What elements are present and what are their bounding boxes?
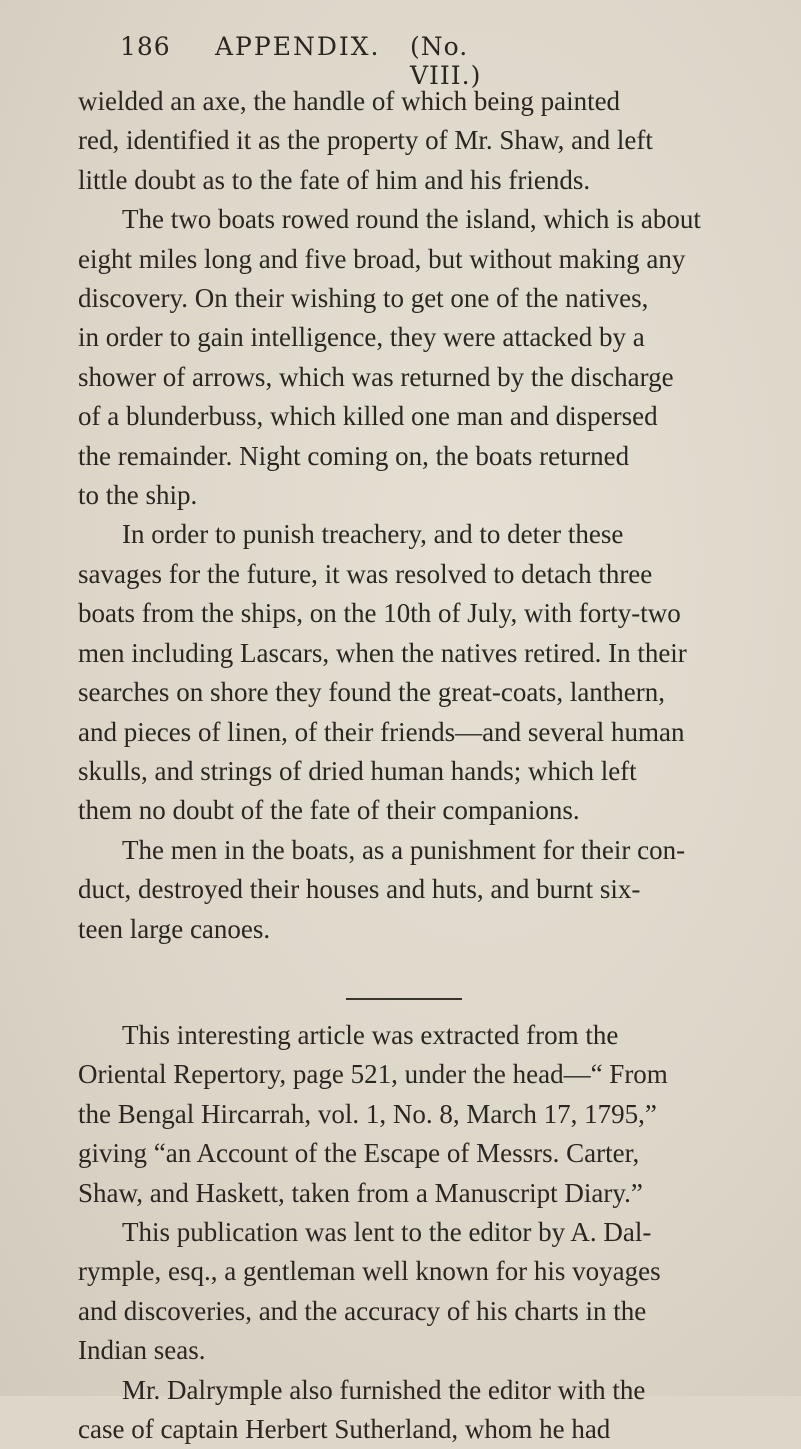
text-line: In order to punish treachery, and to deter these	[122, 519, 624, 550]
section-label: (No. VIII.)	[410, 32, 482, 90]
text-line: to the ship.	[78, 480, 198, 511]
text-line: red, identified it as the property of Mr. Shaw, and left	[78, 125, 653, 156]
text-line: savages for the future, it was resolved to detach three	[78, 558, 653, 589]
text-line: giving “an Account of the Escape of Messrs. Carter,	[78, 1138, 640, 1169]
text-line: Mr. Dalrymple also furnished the editor with the	[122, 1374, 646, 1405]
text-line: searches on shore they found the great-coats, lanthern,	[78, 677, 666, 708]
text-line: them no doubt of the fate of their companions.	[78, 795, 580, 826]
text-line: in order to gain intelligence, they were attacked by a	[78, 322, 645, 353]
text-line: skulls, and strings of dried human hands; which left	[78, 755, 637, 786]
editorial-note	[78, 1016, 766, 1449]
text-line: Shaw, and Haskett, taken from a Manuscript Diary.”	[78, 1177, 643, 1208]
text-line: Oriental Repertory, page 521, under the head—“ From	[78, 1059, 668, 1090]
running-title: APPENDIX.	[215, 32, 381, 61]
section-divider	[346, 998, 462, 1000]
text-line: teen large canoes.	[78, 913, 271, 944]
text-line: The two boats rowed round the island, which is about	[122, 204, 701, 235]
text-line: duct, destroyed their houses and huts, and burnt six-	[78, 874, 641, 905]
text-line: discovery. On their wishing to get one of the natives,	[78, 283, 649, 314]
narrative-text	[78, 82, 766, 949]
text-line: case of captain Herbert Sutherland, whom he had	[78, 1414, 611, 1445]
text-line: and discoveries, and the accuracy of his charts in the	[78, 1295, 647, 1326]
text-line: This publication was lent to the editor by A. Dal-	[122, 1217, 652, 1248]
text-line: the Bengal Hircarrah, vol. 1, No. 8, March 17, 1795,”	[78, 1098, 657, 1129]
page-number: 186	[120, 32, 171, 61]
text-line: eight miles long and five broad, but without making any	[78, 243, 686, 274]
text-line: boats from the ships, on the 10th of July, with forty-two	[78, 598, 681, 629]
text-line: wielded an axe, the handle of which being painted	[78, 86, 621, 116]
text-line: The men in the boats, as a punishment for their con-	[122, 834, 686, 865]
text-line: of a blunderbuss, which killed one man and dispersed	[78, 401, 658, 432]
text-line: Indian seas.	[78, 1335, 206, 1366]
text-line: rymple, esq., a gentleman well known for his voyages	[78, 1256, 661, 1287]
text-line: This interesting article was extracted from the	[122, 1020, 619, 1050]
text-line: shower of arrows, which was returned by the discharge	[78, 361, 674, 392]
text-line: the remainder. Night coming on, the boats returned	[78, 440, 630, 471]
text-line: and pieces of linen, of their friends—and several human	[78, 716, 685, 747]
text-line: men including Lascars, when the natives retired. In their	[78, 637, 687, 668]
text-line: little doubt as to the fate of him and his friends.	[78, 164, 591, 195]
